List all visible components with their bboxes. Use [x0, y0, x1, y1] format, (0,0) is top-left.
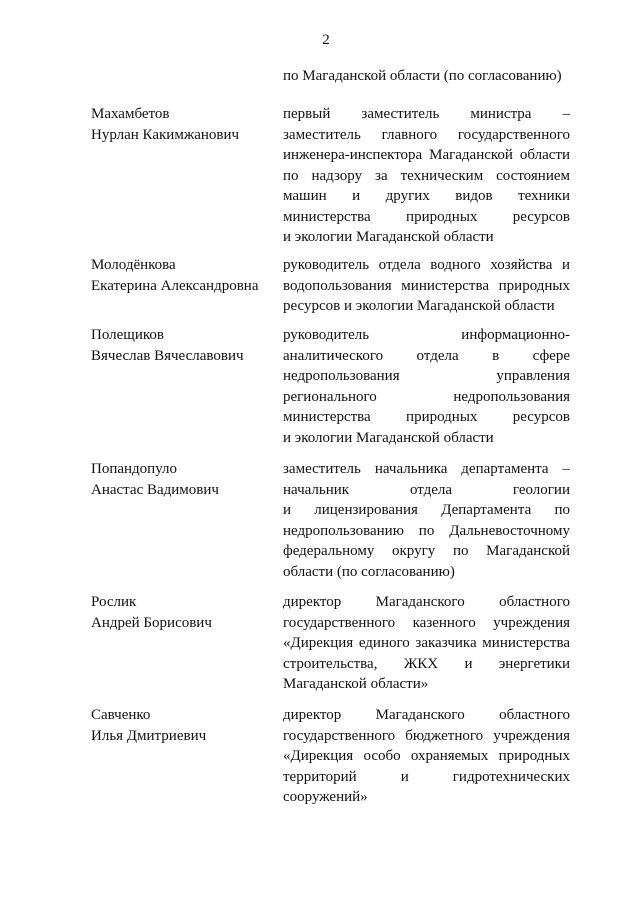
member-role — [283, 459, 570, 582]
role-line: машин и других видов техники — [283, 188, 570, 204]
member-surname: Попандопуло — [91, 461, 178, 477]
role-line: руководитель отдела водного хозяйства и — [283, 257, 570, 273]
member-name — [91, 255, 271, 297]
role-line: и экологии Магаданской области — [283, 229, 494, 245]
role-line: руководитель информационно- — [283, 327, 570, 343]
role-line: заместитель начальника департамента – — [283, 461, 570, 477]
role-line: области (по согласованию) — [283, 563, 455, 580]
member-given-name: Екатерина Александровна — [91, 278, 259, 294]
member-surname: Савченко — [91, 707, 151, 723]
role-line: аналитического отдела в сфере — [283, 347, 570, 364]
member-name — [91, 705, 271, 747]
role-line: начальник отдела геологии — [283, 481, 570, 498]
member-surname: Махамбетов — [91, 106, 170, 122]
role-line: и лицензирования Департамента по — [283, 502, 570, 518]
role-line: первый заместитель министра – — [283, 106, 570, 122]
continued-role-line: по Магаданской области (по согласованию) — [283, 68, 562, 84]
member-given-name: Вячеслав Вячеславович — [91, 348, 244, 364]
role-line: инженера-инспектора Магаданской области — [283, 147, 570, 163]
member-role — [283, 325, 570, 448]
member-given-name: Андрей Борисович — [91, 615, 212, 631]
member-given-name: Анастас Вадимович — [91, 482, 219, 498]
member-given-name: Нурлан Какимжанович — [91, 127, 240, 143]
member-name — [91, 325, 271, 367]
member-surname: Полещиков — [91, 327, 164, 343]
member-role — [283, 255, 570, 317]
member-surname: Молодёнкова — [91, 257, 176, 273]
role-line: директор Магаданского областного — [283, 707, 570, 723]
member-role — [283, 104, 570, 248]
page-number: 2 — [322, 32, 330, 48]
member-name — [91, 104, 271, 146]
role-line: строительства, ЖКХ и энергетики — [283, 655, 570, 672]
role-line: Магаданской области» — [283, 676, 429, 692]
role-line: регионального недропользования — [283, 388, 570, 405]
member-role — [283, 592, 570, 695]
role-line: недропользования управления — [283, 368, 570, 384]
role-line: государственного бюджетного учреждения — [283, 727, 570, 744]
role-line: недропользованию по Дальневосточному — [283, 522, 570, 539]
role-line: по надзору за техническим состоянием — [283, 167, 570, 184]
role-line: государственного казенного учреждения — [283, 614, 570, 631]
role-line: директор Магаданского областного — [283, 594, 570, 610]
role-line: сооружений» — [283, 789, 368, 805]
member-role — [283, 705, 570, 808]
member-name — [91, 459, 271, 501]
role-line: министерства природных ресурсов — [283, 208, 570, 225]
role-line: ресурсов и экологии Магаданской области — [283, 298, 555, 314]
role-line: территорий и гидротехнических — [283, 768, 570, 785]
role-line: и экологии Магаданской области — [283, 429, 494, 446]
member-name — [91, 592, 271, 634]
role-line: федеральному округу по Магаданской — [283, 543, 570, 559]
member-given-name: Илья Дмитриевич — [91, 728, 207, 744]
role-line: заместитель главного государственного — [283, 126, 570, 143]
role-line: водопользования министерства природных — [283, 277, 570, 294]
role-line: министерства природных ресурсов — [283, 409, 570, 425]
role-line: «Дирекция особо охраняемых природных — [283, 748, 570, 764]
role-line: «Дирекция единого заказчика министерства — [283, 635, 570, 651]
member-surname: Рослик — [91, 594, 137, 610]
